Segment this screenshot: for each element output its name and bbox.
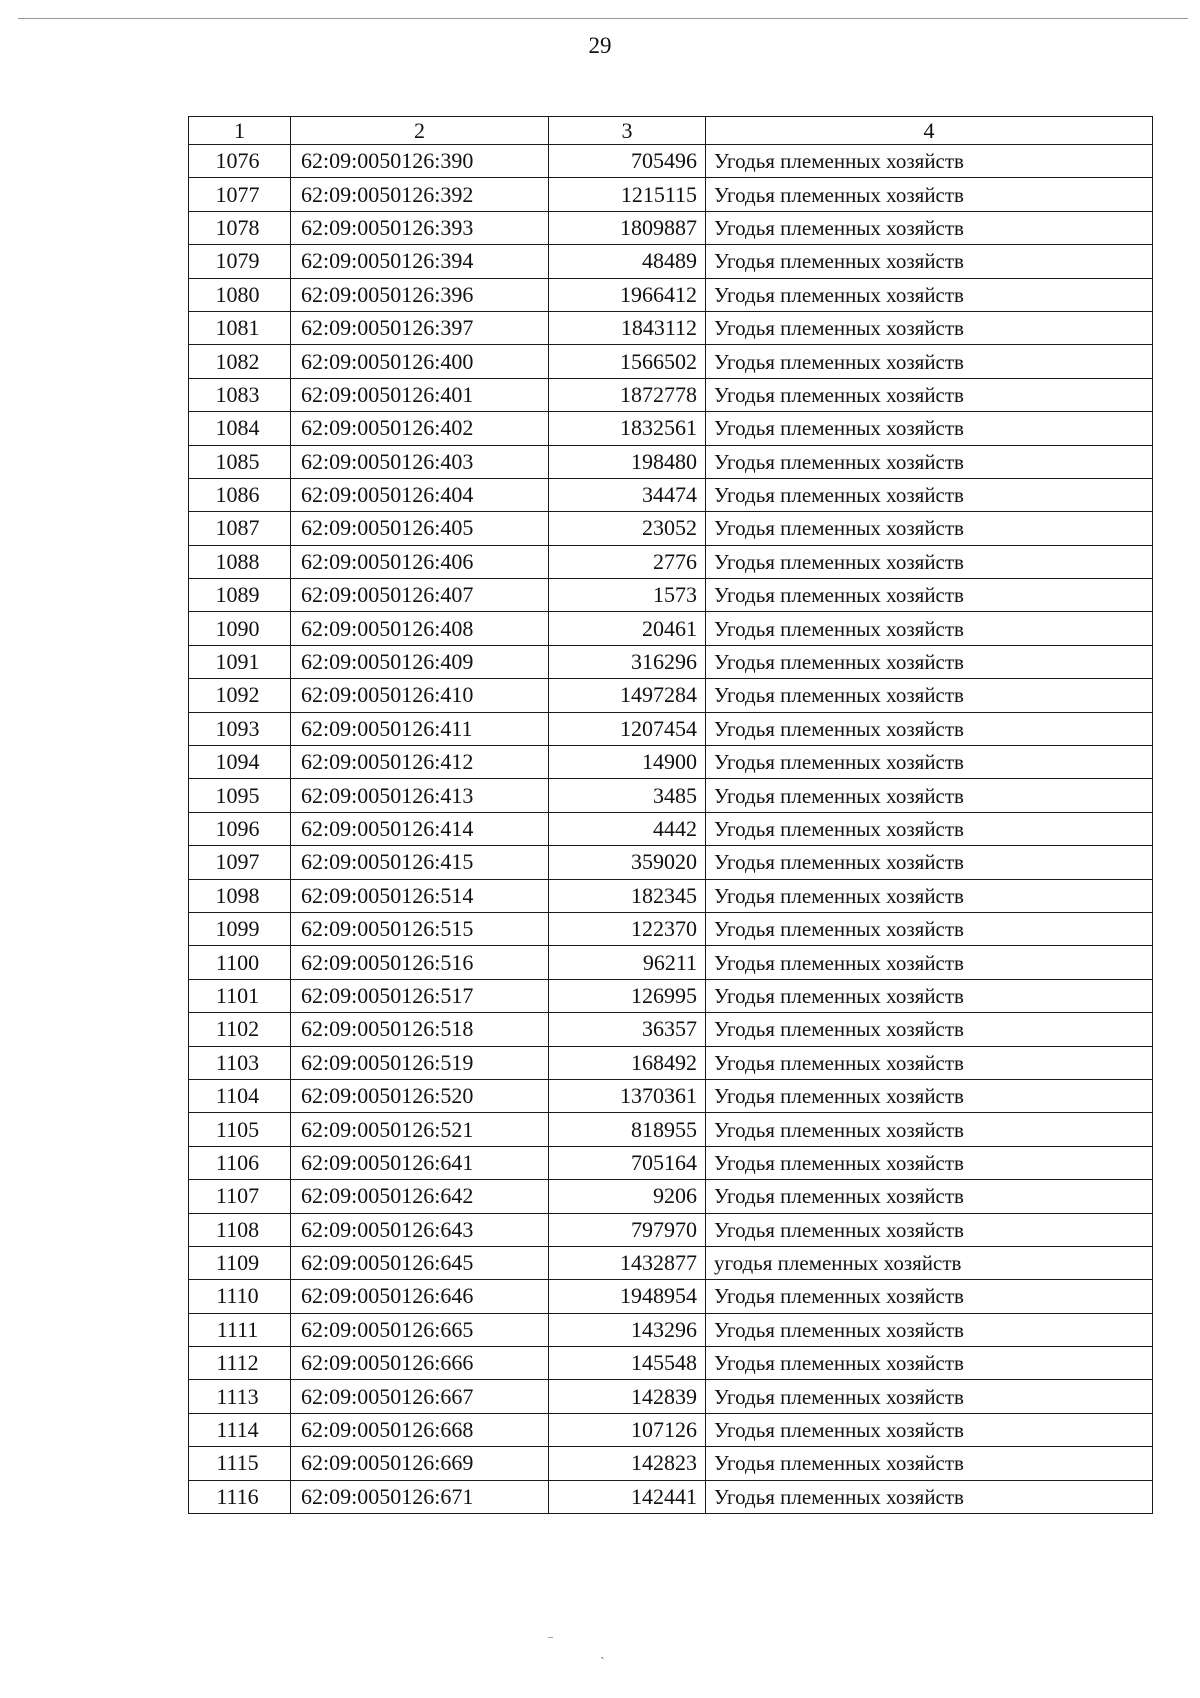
- cell-row-number: 1106: [189, 1146, 291, 1179]
- cell-area: 14900: [549, 746, 706, 779]
- cell-land-use: Угодья племенных хозяйств: [706, 412, 1153, 445]
- cell-row-number: 1103: [189, 1046, 291, 1079]
- cell-row-number: 1094: [189, 746, 291, 779]
- cell-land-use: Угодья племенных хозяйств: [706, 211, 1153, 244]
- table-row: [189, 712, 1153, 745]
- table-row: [189, 545, 1153, 578]
- cell-row-number: 1086: [189, 478, 291, 511]
- cell-cadastral-number: 62:09:0050126:666: [291, 1347, 549, 1380]
- cell-cadastral-number: 62:09:0050126:396: [291, 278, 549, 311]
- cell-cadastral-number: 62:09:0050126:408: [291, 612, 549, 645]
- cell-land-use: Угодья племенных хозяйств: [706, 311, 1153, 344]
- cell-area: 1843112: [549, 311, 706, 344]
- cell-cadastral-number: 62:09:0050126:390: [291, 145, 549, 178]
- cell-land-use: угодья племенных хозяйств: [706, 1246, 1153, 1279]
- cell-row-number: 1091: [189, 645, 291, 678]
- table-row: [189, 245, 1153, 278]
- cell-land-use: Угодья племенных хозяйств: [706, 1180, 1153, 1213]
- cell-land-use: Угодья племенных хозяйств: [706, 1013, 1153, 1046]
- cell-row-number: 1114: [189, 1413, 291, 1446]
- table-row: [189, 846, 1153, 879]
- cell-row-number: 1109: [189, 1246, 291, 1279]
- cell-land-use: Угодья племенных хозяйств: [706, 979, 1153, 1012]
- table-row: [189, 1246, 1153, 1279]
- cell-land-use: Угодья племенных хозяйств: [706, 612, 1153, 645]
- cell-area: 34474: [549, 478, 706, 511]
- cell-row-number: 1100: [189, 946, 291, 979]
- cell-area: 1207454: [549, 712, 706, 745]
- cell-row-number: 1108: [189, 1213, 291, 1246]
- cell-land-use: Угодья племенных хозяйств: [706, 1380, 1153, 1413]
- cell-row-number: 1085: [189, 445, 291, 478]
- cell-area: 126995: [549, 979, 706, 1012]
- table-row: [189, 1413, 1153, 1446]
- cell-area: 1948954: [549, 1280, 706, 1313]
- cell-row-number: 1077: [189, 178, 291, 211]
- table-header: [189, 117, 1153, 145]
- cell-area: 48489: [549, 245, 706, 278]
- cell-land-use: Угодья племенных хозяйств: [706, 345, 1153, 378]
- cell-row-number: 1104: [189, 1079, 291, 1112]
- cell-land-use: Угодья племенных хозяйств: [706, 1046, 1153, 1079]
- table-row: [189, 178, 1153, 211]
- cell-land-use: Угодья племенных хозяйств: [706, 912, 1153, 945]
- cell-area: 1832561: [549, 412, 706, 445]
- cell-area: 1966412: [549, 278, 706, 311]
- cell-land-use: Угодья племенных хозяйств: [706, 879, 1153, 912]
- cell-area: 1872778: [549, 378, 706, 411]
- cell-row-number: 1092: [189, 679, 291, 712]
- table-row: [189, 345, 1153, 378]
- table-row: [189, 946, 1153, 979]
- cell-cadastral-number: 62:09:0050126:413: [291, 779, 549, 812]
- cell-area: 20461: [549, 612, 706, 645]
- table-row: [189, 211, 1153, 244]
- header-col-2: 2: [291, 117, 549, 145]
- cell-cadastral-number: 62:09:0050126:514: [291, 879, 549, 912]
- cell-row-number: 1089: [189, 579, 291, 612]
- cell-row-number: 1082: [189, 345, 291, 378]
- cell-cadastral-number: 62:09:0050126:671: [291, 1480, 549, 1513]
- cell-area: 96211: [549, 946, 706, 979]
- cell-cadastral-number: 62:09:0050126:669: [291, 1447, 549, 1480]
- cell-land-use: Угодья племенных хозяйств: [706, 946, 1153, 979]
- cell-cadastral-number: 62:09:0050126:409: [291, 645, 549, 678]
- cell-row-number: 1098: [189, 879, 291, 912]
- table-row: [189, 1447, 1153, 1480]
- cell-row-number: 1081: [189, 311, 291, 344]
- table-row: [189, 1146, 1153, 1179]
- table-row: [189, 979, 1153, 1012]
- cell-area: 145548: [549, 1347, 706, 1380]
- table-header-row: [189, 117, 1153, 145]
- cell-land-use: Угодья племенных хозяйств: [706, 178, 1153, 211]
- table-row: [189, 612, 1153, 645]
- cell-row-number: 1113: [189, 1380, 291, 1413]
- cell-land-use: Угодья племенных хозяйств: [706, 1213, 1153, 1246]
- cell-cadastral-number: 62:09:0050126:403: [291, 445, 549, 478]
- cell-cadastral-number: 62:09:0050126:668: [291, 1413, 549, 1446]
- cell-cadastral-number: 62:09:0050126:521: [291, 1113, 549, 1146]
- cell-row-number: 1097: [189, 846, 291, 879]
- cell-cadastral-number: 62:09:0050126:401: [291, 378, 549, 411]
- table-row: [189, 779, 1153, 812]
- cell-row-number: 1095: [189, 779, 291, 812]
- table-row: [189, 1046, 1153, 1079]
- cell-row-number: 1090: [189, 612, 291, 645]
- cell-cadastral-number: 62:09:0050126:643: [291, 1213, 549, 1246]
- table-row: [189, 1480, 1153, 1513]
- cell-land-use: Угодья племенных хозяйств: [706, 746, 1153, 779]
- cell-land-use: Угодья племенных хозяйств: [706, 645, 1153, 678]
- cell-land-use: Угодья племенных хозяйств: [706, 1079, 1153, 1112]
- cell-land-use: Угодья племенных хозяйств: [706, 145, 1153, 178]
- cell-cadastral-number: 62:09:0050126:411: [291, 712, 549, 745]
- table-row: [189, 679, 1153, 712]
- cell-land-use: Угодья племенных хозяйств: [706, 278, 1153, 311]
- cell-cadastral-number: 62:09:0050126:405: [291, 512, 549, 545]
- cell-row-number: 1083: [189, 378, 291, 411]
- cell-area: 142823: [549, 1447, 706, 1480]
- cell-area: 316296: [549, 645, 706, 678]
- table-row: [189, 1013, 1153, 1046]
- table-row: [189, 1079, 1153, 1112]
- cell-cadastral-number: 62:09:0050126:407: [291, 579, 549, 612]
- cell-cadastral-number: 62:09:0050126:397: [291, 311, 549, 344]
- table-row: [189, 912, 1153, 945]
- header-col-3: 3: [549, 117, 706, 145]
- cell-cadastral-number: 62:09:0050126:517: [291, 979, 549, 1012]
- table-row: [189, 378, 1153, 411]
- cell-area: 359020: [549, 846, 706, 879]
- cell-area: 198480: [549, 445, 706, 478]
- cell-cadastral-number: 62:09:0050126:645: [291, 1246, 549, 1279]
- cell-cadastral-number: 62:09:0050126:393: [291, 211, 549, 244]
- cell-land-use: Угодья племенных хозяйств: [706, 1113, 1153, 1146]
- cell-area: 1215115: [549, 178, 706, 211]
- cell-area: 705164: [549, 1146, 706, 1179]
- cell-area: 3485: [549, 779, 706, 812]
- cell-land-use: Угодья племенных хозяйств: [706, 846, 1153, 879]
- cell-cadastral-number: 62:09:0050126:518: [291, 1013, 549, 1046]
- cell-land-use: Угодья племенных хозяйств: [706, 545, 1153, 578]
- scan-mark: ˎ: [600, 1645, 605, 1660]
- cell-row-number: 1116: [189, 1480, 291, 1513]
- cell-cadastral-number: 62:09:0050126:519: [291, 1046, 549, 1079]
- cell-land-use: Угодья племенных хозяйств: [706, 579, 1153, 612]
- cell-row-number: 1101: [189, 979, 291, 1012]
- cell-cadastral-number: 62:09:0050126:516: [291, 946, 549, 979]
- land-plots-table: [188, 116, 1153, 1514]
- cell-row-number: 1087: [189, 512, 291, 545]
- cell-land-use: Угодья племенных хозяйств: [706, 712, 1153, 745]
- cell-area: 1370361: [549, 1079, 706, 1112]
- table-row: [189, 879, 1153, 912]
- cell-area: 4442: [549, 812, 706, 845]
- cell-row-number: 1110: [189, 1280, 291, 1313]
- cell-land-use: Угодья племенных хозяйств: [706, 1447, 1153, 1480]
- cell-land-use: Угодья племенных хозяйств: [706, 1347, 1153, 1380]
- cell-row-number: 1076: [189, 145, 291, 178]
- table-row: [189, 1380, 1153, 1413]
- cell-area: 818955: [549, 1113, 706, 1146]
- cell-area: 1809887: [549, 211, 706, 244]
- cell-land-use: Угодья племенных хозяйств: [706, 378, 1153, 411]
- cell-cadastral-number: 62:09:0050126:646: [291, 1280, 549, 1313]
- cell-row-number: 1088: [189, 545, 291, 578]
- table-row: [189, 478, 1153, 511]
- cell-cadastral-number: 62:09:0050126:665: [291, 1313, 549, 1346]
- table-row: [189, 1347, 1153, 1380]
- cell-area: 705496: [549, 145, 706, 178]
- cell-area: 107126: [549, 1413, 706, 1446]
- cell-area: 1432877: [549, 1246, 706, 1279]
- table-row: [189, 1180, 1153, 1213]
- table-row: [189, 412, 1153, 445]
- cell-row-number: 1078: [189, 211, 291, 244]
- table-row: [189, 645, 1153, 678]
- cell-area: 797970: [549, 1213, 706, 1246]
- cell-cadastral-number: 62:09:0050126:392: [291, 178, 549, 211]
- cell-row-number: 1093: [189, 712, 291, 745]
- cell-row-number: 1080: [189, 278, 291, 311]
- table-row: [189, 512, 1153, 545]
- cell-cadastral-number: 62:09:0050126:415: [291, 846, 549, 879]
- scan-mark: ‾: [548, 1637, 553, 1652]
- cell-cadastral-number: 62:09:0050126:642: [291, 1180, 549, 1213]
- cell-land-use: Угодья племенных хозяйств: [706, 478, 1153, 511]
- cell-area: 23052: [549, 512, 706, 545]
- cell-area: 1573: [549, 579, 706, 612]
- cell-row-number: 1112: [189, 1347, 291, 1380]
- cell-area: 142839: [549, 1380, 706, 1413]
- cell-row-number: 1102: [189, 1013, 291, 1046]
- table-row: [189, 746, 1153, 779]
- table-row: [189, 278, 1153, 311]
- cell-cadastral-number: 62:09:0050126:404: [291, 478, 549, 511]
- cell-row-number: 1099: [189, 912, 291, 945]
- cell-land-use: Угодья племенных хозяйств: [706, 512, 1153, 545]
- table-row: [189, 145, 1153, 178]
- cell-cadastral-number: 62:09:0050126:667: [291, 1380, 549, 1413]
- table-row: [189, 1213, 1153, 1246]
- cell-row-number: 1084: [189, 412, 291, 445]
- header-col-4: 4: [706, 117, 1153, 145]
- table-row: [189, 445, 1153, 478]
- cell-area: 142441: [549, 1480, 706, 1513]
- cell-land-use: Угодья племенных хозяйств: [706, 445, 1153, 478]
- cell-area: 9206: [549, 1180, 706, 1213]
- header-col-1: 1: [189, 117, 291, 145]
- page-number: 29: [588, 33, 612, 58]
- cell-row-number: 1079: [189, 245, 291, 278]
- cell-land-use: Угодья племенных хозяйств: [706, 1313, 1153, 1346]
- table-row: [189, 579, 1153, 612]
- cell-land-use: Угодья племенных хозяйств: [706, 245, 1153, 278]
- cell-land-use: Угодья племенных хозяйств: [706, 812, 1153, 845]
- cell-area: 122370: [549, 912, 706, 945]
- scan-top-rule: [18, 18, 1188, 19]
- table-row: [189, 1113, 1153, 1146]
- cell-land-use: Угодья племенных хозяйств: [706, 1280, 1153, 1313]
- cell-area: 143296: [549, 1313, 706, 1346]
- cell-cadastral-number: 62:09:0050126:402: [291, 412, 549, 445]
- cell-land-use: Угодья племенных хозяйств: [706, 1480, 1153, 1513]
- cell-area: 182345: [549, 879, 706, 912]
- cell-land-use: Угодья племенных хозяйств: [706, 679, 1153, 712]
- cell-cadastral-number: 62:09:0050126:412: [291, 746, 549, 779]
- cell-row-number: 1105: [189, 1113, 291, 1146]
- cell-cadastral-number: 62:09:0050126:641: [291, 1146, 549, 1179]
- table-row: [189, 812, 1153, 845]
- cell-cadastral-number: 62:09:0050126:400: [291, 345, 549, 378]
- cell-row-number: 1107: [189, 1180, 291, 1213]
- cell-land-use: Угодья племенных хозяйств: [706, 1146, 1153, 1179]
- cell-area: 36357: [549, 1013, 706, 1046]
- cell-cadastral-number: 62:09:0050126:410: [291, 679, 549, 712]
- table-body: [189, 145, 1153, 1514]
- cell-cadastral-number: 62:09:0050126:394: [291, 245, 549, 278]
- cell-cadastral-number: 62:09:0050126:414: [291, 812, 549, 845]
- table-row: [189, 311, 1153, 344]
- cell-area: 1497284: [549, 679, 706, 712]
- cell-cadastral-number: 62:09:0050126:406: [291, 545, 549, 578]
- cell-area: 1566502: [549, 345, 706, 378]
- cell-land-use: Угодья племенных хозяйств: [706, 779, 1153, 812]
- cell-cadastral-number: 62:09:0050126:520: [291, 1079, 549, 1112]
- cell-row-number: 1115: [189, 1447, 291, 1480]
- table-row: [189, 1280, 1153, 1313]
- cell-area: 2776: [549, 545, 706, 578]
- cell-land-use: Угодья племенных хозяйств: [706, 1413, 1153, 1446]
- cell-cadastral-number: 62:09:0050126:515: [291, 912, 549, 945]
- cell-area: 168492: [549, 1046, 706, 1079]
- table-row: [189, 1313, 1153, 1346]
- cell-row-number: 1111: [189, 1313, 291, 1346]
- cell-row-number: 1096: [189, 812, 291, 845]
